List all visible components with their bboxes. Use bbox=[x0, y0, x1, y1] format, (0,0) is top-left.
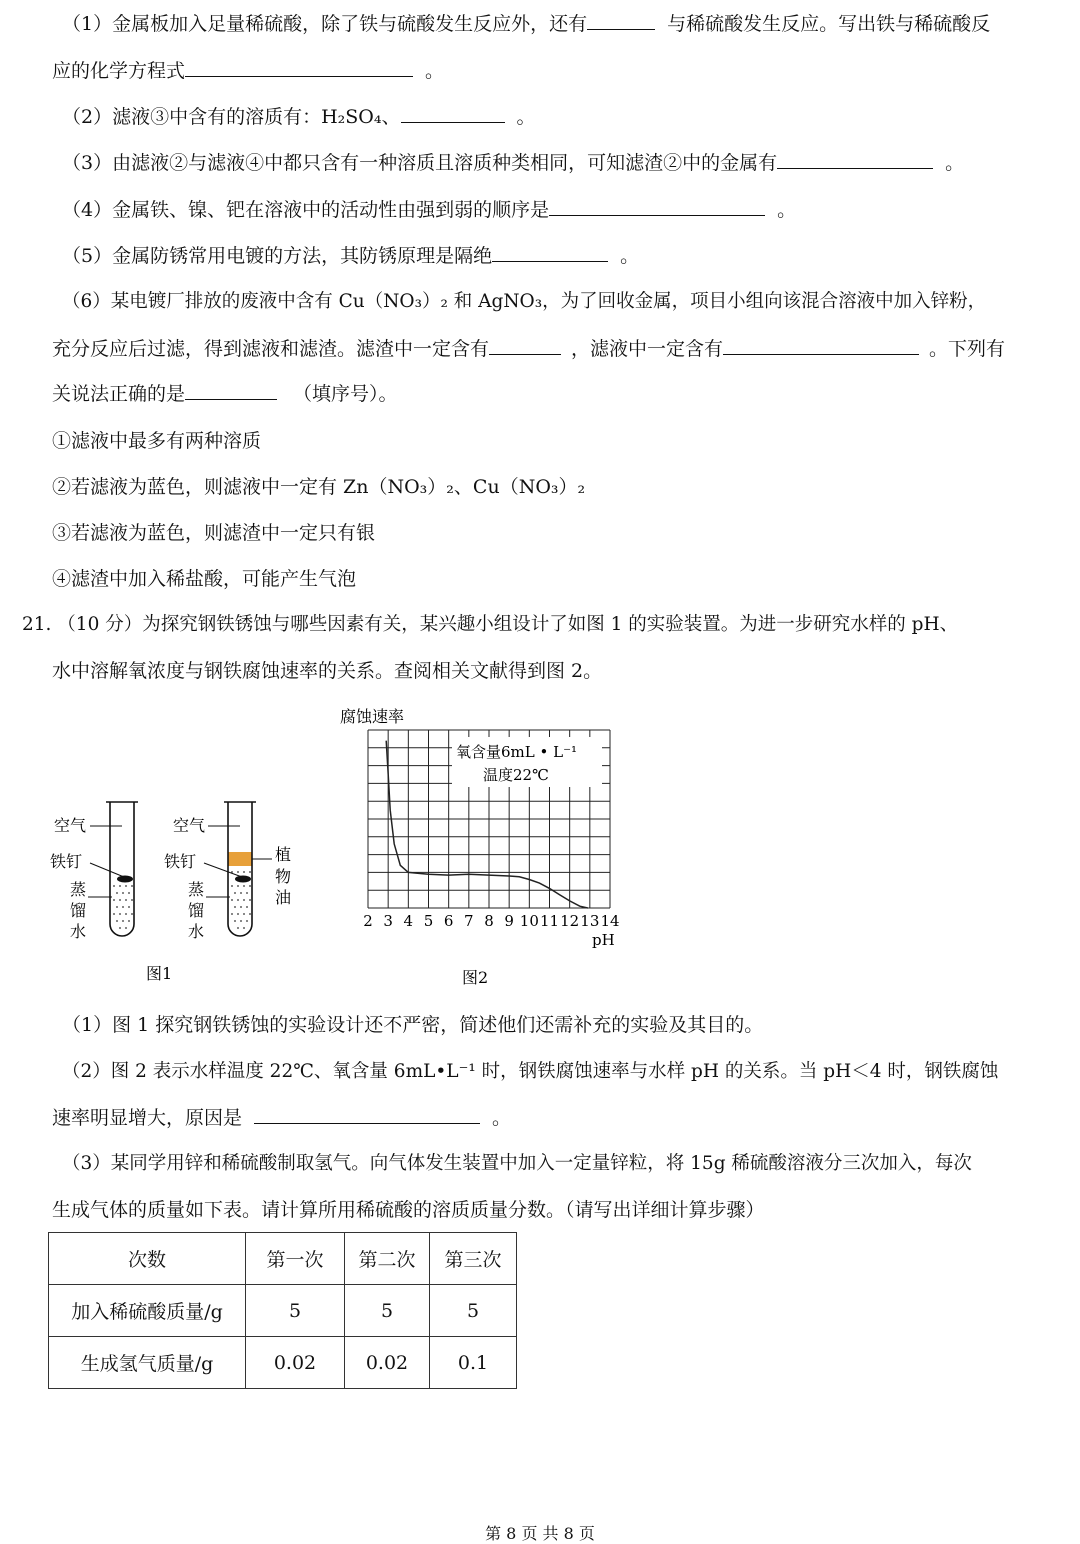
chart-title: 腐蚀速率 bbox=[340, 707, 405, 726]
option-2: ②若滤液为蓝色，则滤液中一定有 Zn（NO₃）₂、Cu（NO₃）₂ bbox=[52, 476, 586, 498]
table-header-cell: 第一次 bbox=[246, 1233, 345, 1285]
iron-nail-icon bbox=[117, 876, 133, 883]
annotation-oxygen: 氧含量6mL • L⁻¹ bbox=[456, 743, 578, 761]
label-water-2b: 馏 bbox=[188, 901, 205, 920]
q5-line bbox=[62, 245, 639, 267]
annotation-temperature: 温度22℃ bbox=[483, 766, 549, 784]
label-oil-a: 植 bbox=[275, 845, 292, 864]
figure-2-chart bbox=[320, 700, 640, 1000]
answer-blank[interactable] bbox=[489, 338, 561, 355]
page-footer: 第 8 页 共 8 页 bbox=[485, 1524, 595, 1543]
table-cell: 5 bbox=[430, 1285, 517, 1337]
q6-line-3 bbox=[52, 383, 398, 405]
label-water-1a: 蒸 bbox=[70, 880, 87, 899]
x-tick-label: 8 bbox=[484, 912, 494, 930]
label-nail-1: 铁钉 bbox=[50, 852, 83, 871]
answer-blank[interactable] bbox=[401, 106, 505, 123]
x-tick-label: 2 bbox=[363, 912, 373, 930]
x-tick-label: 7 bbox=[464, 912, 474, 930]
q21-line-1: 21. （10 分）为探究钢铁锈蚀与哪些因素有关，某兴趣小组设计了如图 1 的实验装置。为进一步研究水样的 pH、 bbox=[22, 614, 959, 635]
test-tube-1 bbox=[88, 802, 138, 936]
label-water-2a: 蒸 bbox=[188, 880, 205, 899]
answer-blank[interactable] bbox=[254, 1107, 480, 1124]
hydrogen-data-table bbox=[48, 1232, 517, 1389]
figure-2-caption: 图2 bbox=[462, 968, 489, 987]
table-header-cell: 第三次 bbox=[430, 1233, 517, 1285]
answer-blank[interactable] bbox=[185, 383, 277, 400]
answer-blank[interactable] bbox=[549, 199, 765, 216]
q1-text-b: 与稀硫酸发生反应。写出铁与稀硫酸反 bbox=[667, 13, 991, 35]
q4-line bbox=[62, 199, 796, 221]
q1-line-1 bbox=[62, 13, 990, 35]
table-cell: 0.1 bbox=[430, 1337, 517, 1389]
q21-line-2: 水中溶解氧浓度与钢铁腐蚀速率的关系。查阅相关文献得到图 2。 bbox=[52, 660, 603, 682]
table-header-row bbox=[49, 1233, 517, 1285]
answer-blank[interactable] bbox=[492, 245, 608, 262]
x-axis-label: pH bbox=[592, 931, 615, 949]
s2-text-b2: 。 bbox=[492, 1107, 512, 1129]
x-tick-label: 13 bbox=[580, 912, 600, 930]
table-cell: 生成氢气质量/g bbox=[49, 1337, 246, 1389]
q6-text-b3: 。下列有 bbox=[929, 338, 1006, 360]
label-water-1c: 水 bbox=[70, 922, 87, 941]
q5-text-b: 。 bbox=[620, 245, 640, 267]
table-row bbox=[49, 1337, 517, 1389]
s2-text-b1: 速率明显增大，原因是 bbox=[52, 1107, 243, 1129]
table-header-cell: 次数 bbox=[49, 1233, 246, 1285]
s1-line: （1）图 1 探究钢铁锈蚀的实验设计还不严密，简述他们还需补充的实验及其目的。 bbox=[62, 1014, 764, 1036]
iron-nail-icon bbox=[235, 876, 251, 883]
q3-text-b: 。 bbox=[945, 152, 965, 174]
label-air-2: 空气 bbox=[173, 816, 206, 835]
q6-text-c1: 关说法正确的是 bbox=[52, 383, 186, 405]
q2-line bbox=[62, 106, 536, 128]
option-3: ③若滤液为蓝色，则滤渣中一定只有银 bbox=[52, 522, 376, 544]
x-tick-label: 3 bbox=[383, 912, 393, 930]
answer-blank[interactable] bbox=[185, 60, 413, 77]
q3-text-a: （3）由滤液②与滤液④中都只含有一种溶质且溶质种类相同，可知滤渣②中的金属有 bbox=[62, 152, 778, 174]
option-4: ④滤渣中加入稀盐酸，可能产生气泡 bbox=[52, 568, 357, 590]
q4-text-a: （4）金属铁、镍、钯在溶液中的活动性由强到弱的顺序是 bbox=[62, 199, 550, 221]
x-tick-label: 14 bbox=[600, 912, 620, 930]
x-tick-label: 11 bbox=[539, 912, 560, 930]
q1-text-c: 应的化学方程式 bbox=[52, 60, 186, 82]
test-tube-2 bbox=[204, 802, 272, 936]
s3-line-2: 生成气体的质量如下表。请计算所用稀硫酸的溶质质量分数。（请写出详细计算步骤） bbox=[52, 1199, 765, 1221]
q4-text-b: 。 bbox=[777, 199, 797, 221]
q6-line-1: （6）某电镀厂排放的废液中含有 Cu（NO₃）₂ 和 AgNO₃，为了回收金属，项目小组向该混合溶液中加入锌粉， bbox=[62, 291, 987, 312]
option-1: ①滤液中最多有两种溶质 bbox=[52, 430, 262, 452]
table-row bbox=[49, 1285, 517, 1337]
q1-text-d: 。 bbox=[425, 60, 445, 82]
x-tick-label: 6 bbox=[443, 912, 454, 930]
q3-line bbox=[62, 152, 964, 174]
s2-line-2 bbox=[52, 1107, 511, 1129]
vegetable-oil-layer bbox=[228, 852, 252, 866]
table-header-cell: 第二次 bbox=[345, 1233, 430, 1285]
figure-1 bbox=[40, 790, 320, 1000]
q1-text-a: （1）金属板加入足量稀硫酸，除了铁与硫酸发生反应外，还有 bbox=[62, 13, 588, 35]
label-air-1: 空气 bbox=[54, 816, 87, 835]
q6-line-2 bbox=[52, 338, 1005, 360]
s3-line-1: （3）某同学用锌和稀硫酸制取氢气。向气体发生装置中加入一定量锌粒，将 15g 稀硫酸溶液分三次加入，每次 bbox=[62, 1153, 972, 1174]
x-tick-label: 4 bbox=[403, 912, 414, 930]
q6-text-c2: （填序号）。 bbox=[293, 383, 398, 405]
q6-text-b1: 充分反应后过滤，得到滤液和滤渣。滤渣中一定含有 bbox=[52, 338, 490, 360]
x-tick-label: 5 bbox=[423, 912, 434, 930]
label-water-1b: 馏 bbox=[70, 901, 87, 920]
table-cell: 加入稀硫酸质量/g bbox=[49, 1285, 246, 1337]
label-water-2c: 水 bbox=[188, 922, 205, 941]
x-tick-label: 9 bbox=[504, 912, 514, 930]
q6-text-b2: ，滤液中一定含有 bbox=[571, 338, 724, 360]
q1-line-2 bbox=[52, 60, 444, 82]
s2-line-1: （2）图 2 表示水样温度 22℃、氧含量 6mL•L⁻¹ 时，钢铁腐蚀速率与水样 pH 的关系。当 pH＜4 时，钢铁腐蚀 bbox=[62, 1061, 999, 1082]
answer-blank[interactable] bbox=[587, 13, 655, 30]
q2-text-b: 。 bbox=[516, 106, 536, 128]
label-nail-2: 铁钉 bbox=[164, 852, 197, 871]
answer-blank[interactable] bbox=[777, 152, 933, 169]
chart-x-ticks bbox=[363, 912, 619, 930]
figure-1-caption: 图1 bbox=[146, 964, 173, 983]
label-oil-c: 油 bbox=[275, 888, 292, 907]
answer-blank[interactable] bbox=[723, 338, 919, 355]
q2-text-a: （2）滤液③中含有的溶质有：H₂SO₄、 bbox=[62, 106, 401, 128]
table-cell: 0.02 bbox=[246, 1337, 345, 1389]
q5-text-a: （5）金属防锈常用电镀的方法，其防锈原理是隔绝 bbox=[62, 245, 493, 267]
x-tick-label: 12 bbox=[560, 912, 580, 930]
table-cell: 5 bbox=[246, 1285, 345, 1337]
table-cell: 5 bbox=[345, 1285, 430, 1337]
label-oil-b: 物 bbox=[275, 867, 292, 886]
x-tick-label: 10 bbox=[519, 912, 539, 930]
table-cell: 0.02 bbox=[345, 1337, 430, 1389]
